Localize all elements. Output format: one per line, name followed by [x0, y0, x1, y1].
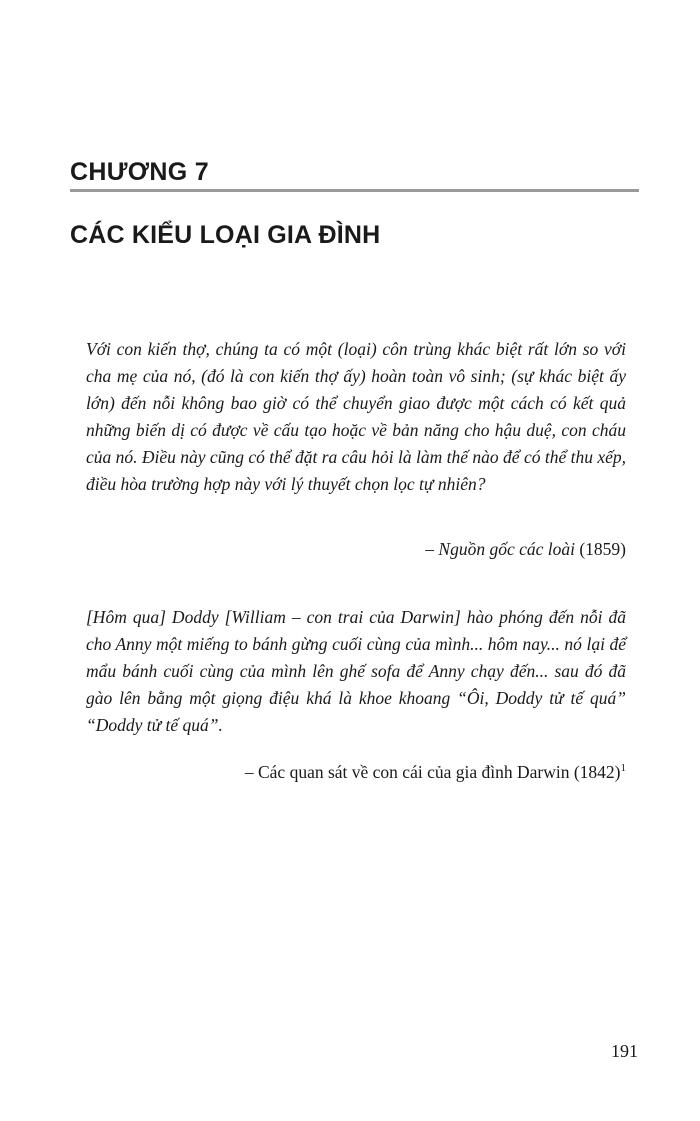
attribution-year: (1859) — [574, 539, 626, 559]
epigraph-attribution-2 — [245, 762, 626, 783]
chapter-title: CÁC KIỂU LOẠI GIA ĐÌNH — [70, 221, 381, 249]
footnote-reference[interactable]: 1 — [620, 762, 626, 775]
page-number: 191 — [611, 1041, 638, 1061]
attribution-text: – Các quan sát về con cái của gia đình Darwin (1842) — [244, 762, 621, 782]
chapter-divider — [70, 189, 639, 192]
epigraph-quote-2: [Hôm qua] Doddy [William – con trai của Darwin] hào phóng đến nỗi đã cho Anny một miếng to bánh gừng cuối cùng của mình... hôm nay... nó lại để mẩu bánh cuối cùng của mình lên ghế sofa để Anny chạy đến... sau đó đã gào lên bằng một giọng điệu khá là khoe khoang “Ôi, Doddy tử tế quá” “Doddy tử tế quá”. — [86, 607, 626, 735]
epigraph-attribution-1 — [425, 539, 626, 560]
chapter-label: CHƯƠNG 7 — [70, 158, 209, 186]
attribution-work-title: Nguồn gốc các loài — [438, 539, 575, 559]
attribution-dash: – — [425, 539, 439, 559]
epigraph-quote-1: Với con kiến thợ, chúng ta có một (loại) côn trùng khác biệt rất lớn so với cha mẹ của nó, (đó là con kiến thợ ấy) hoàn toàn vô sinh; (sự khác biệt ấy lớn) đến nỗi không bao giờ có thể chuyển giao được một cách có kết quả những biến dị có được về cấu tạo hoặc về bản năng cho hậu duệ, con cháu của nó. Điều này cũng có thể đặt ra câu hỏi là làm thế nào để có thể thu xếp, điều hòa trường hợp này với lý thuyết chọn lọc tự nhiên? — [86, 339, 626, 494]
